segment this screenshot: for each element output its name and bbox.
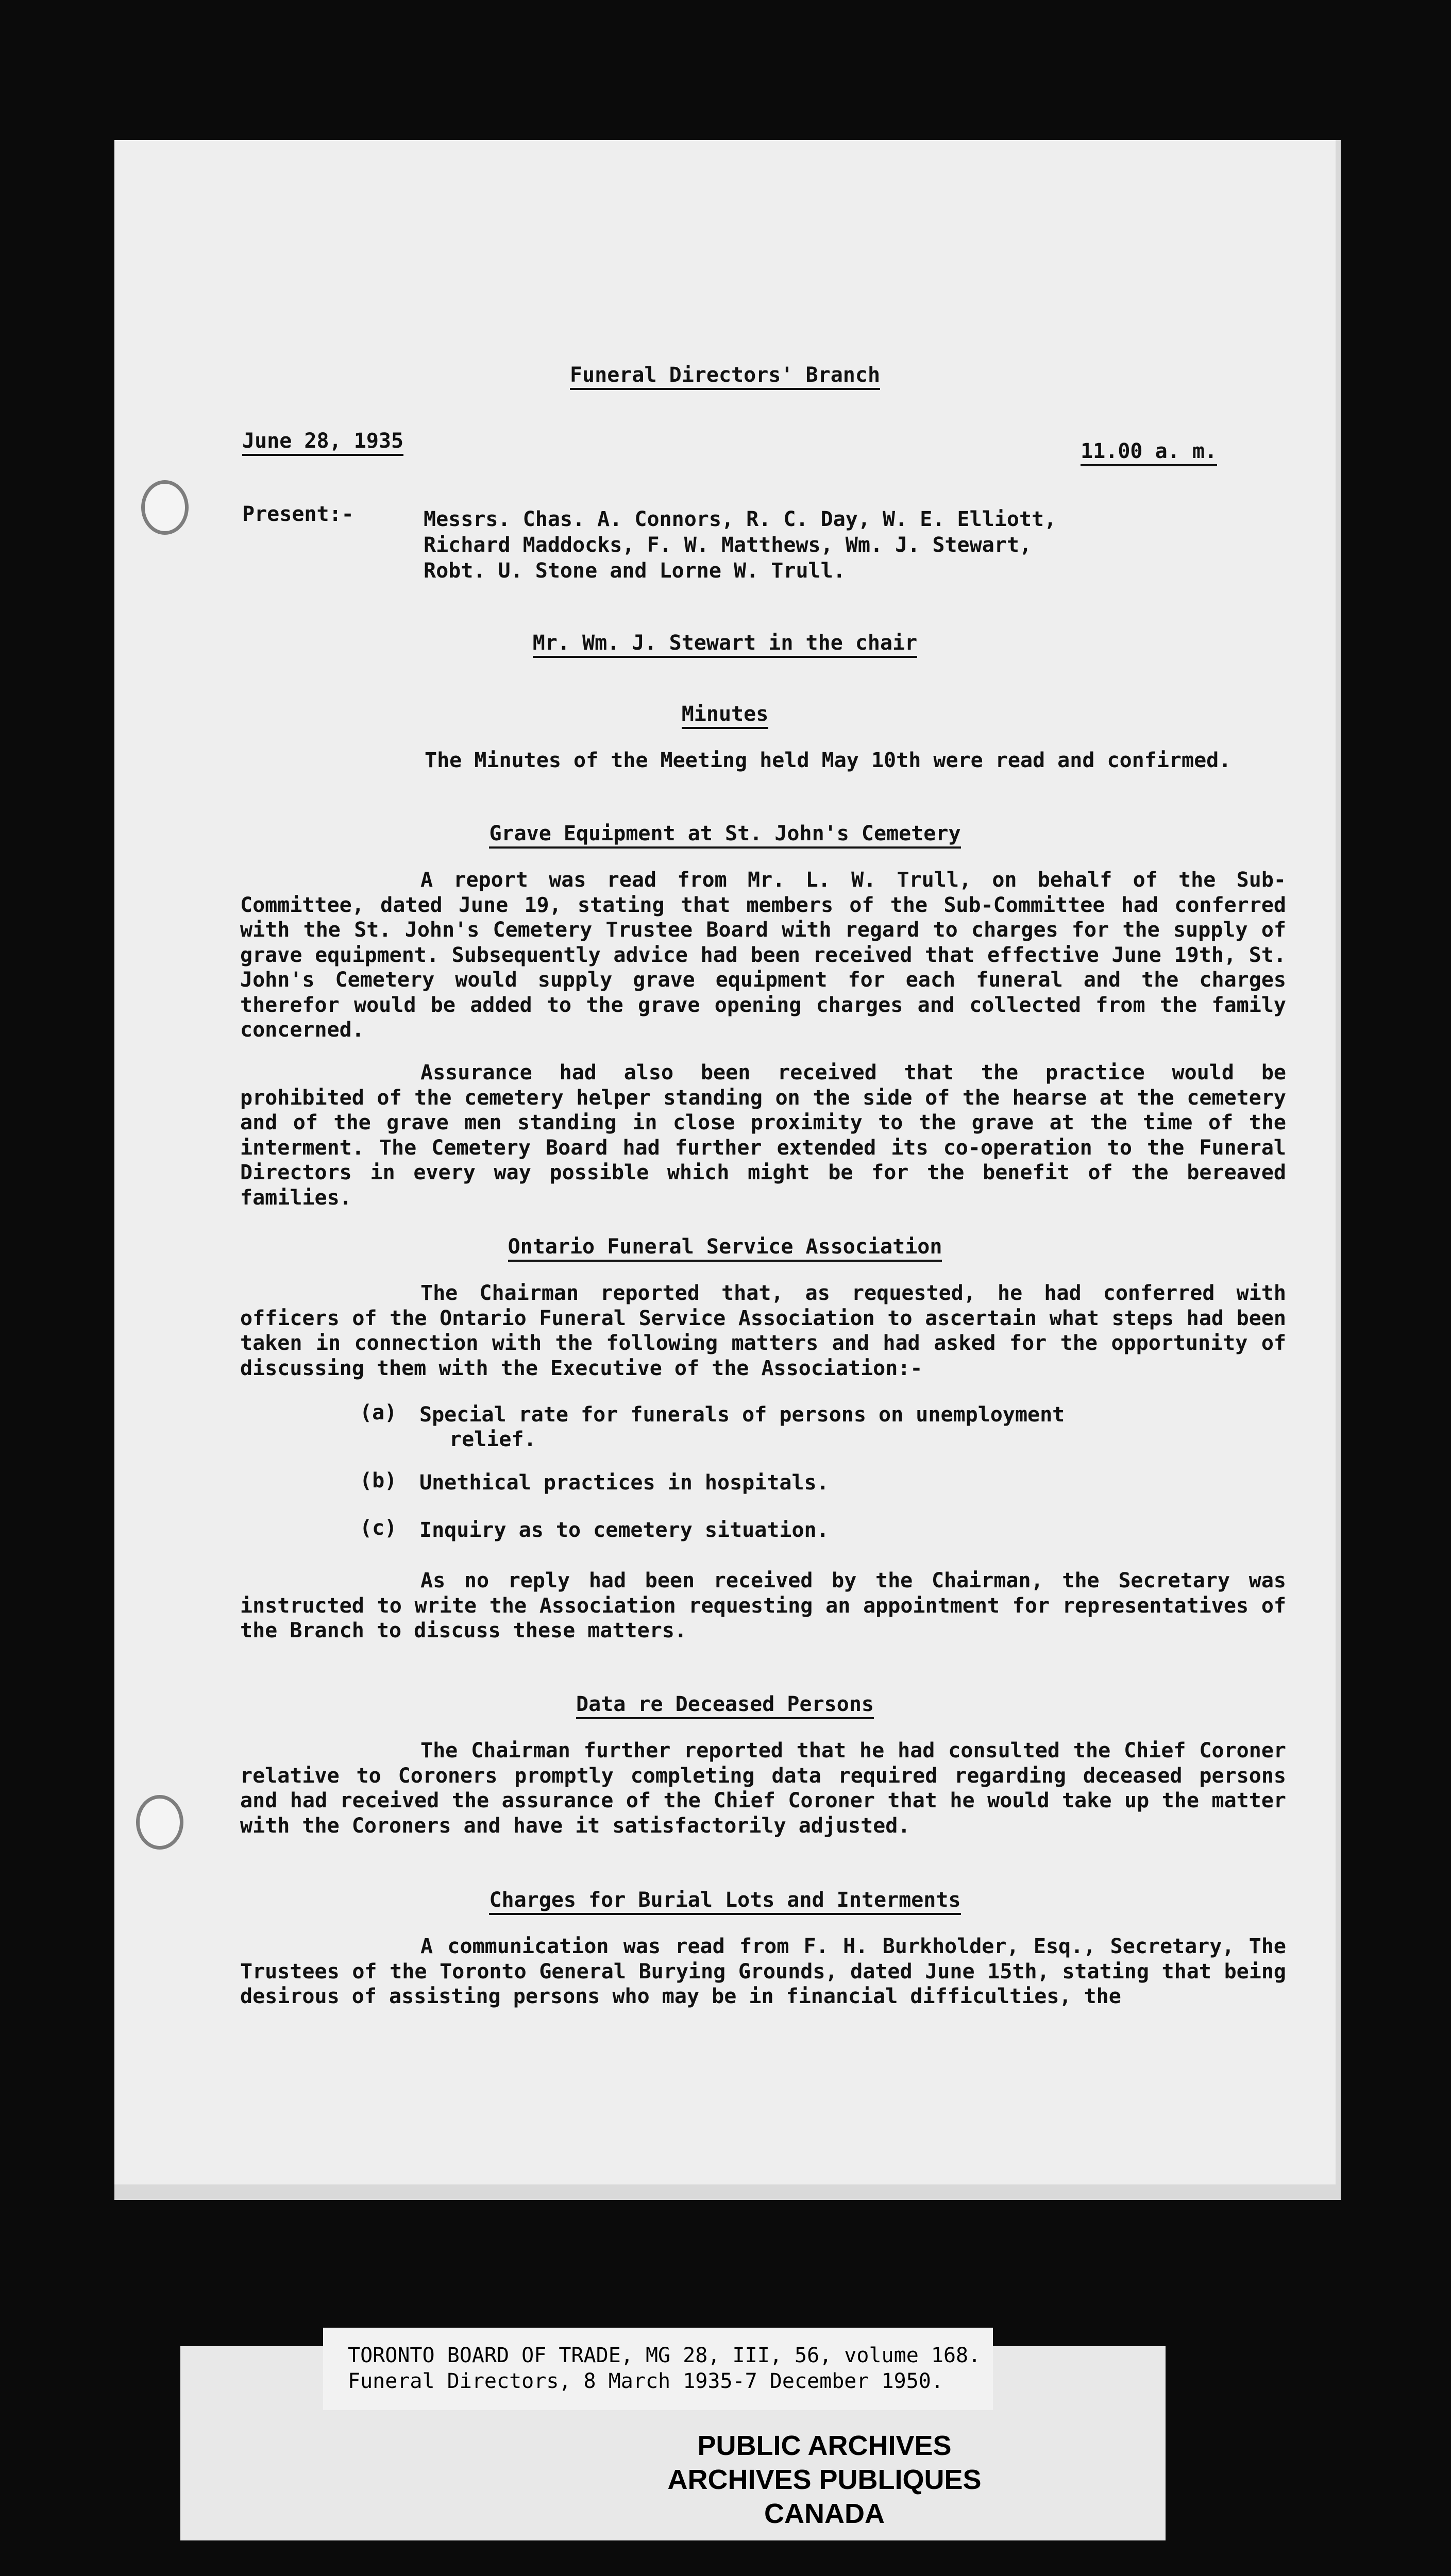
minutes-heading: Minutes [114, 702, 1336, 726]
deceased-heading: Data re Deceased Persons [114, 1692, 1336, 1717]
item-label-b: (b) [360, 1469, 397, 1493]
punch-hole-bottom [136, 1795, 183, 1850]
stamp-line-2: ARCHIVES PUBLIQUES [667, 2464, 982, 2495]
archives-stamp [469, 2429, 1180, 2537]
item-text-a: Special rate for funerals of persons on unemployment [419, 1403, 1065, 1427]
item-text-a-cont: relief. [449, 1428, 536, 1451]
item-label-a: (a) [360, 1401, 397, 1425]
ontario-paragraph-1: The Chairman reported that, as requested, he had conferred with officers of the Ontario Funeral Service Association to ascertain what steps had been taken in connection with the following matters and had asked for the opportunity of discussing them with the Executive of the Association:- [240, 1281, 1286, 1380]
ontario-paragraph-2: As no reply had been received by the Chairman, the Secretary was instructed to write the Association requesting an appointment for representatives of the Branch to discuss these matters. [240, 1569, 1286, 1642]
grave-paragraph-1: A report was read from Mr. L. W. Trull, on behalf of the Sub-Committee, dated June 19, stating that members of the Sub-Committee had conferred with the St. John's Cemetery Trustee Board with regard to charges for the supply of grave equipment. Subsequently advice had been received that effective June 19th, St. John's Cemetery would supply grave equipment for each funeral and the charges therefor would be added to the grave opening charges and collected from the family concerned. [240, 868, 1286, 1042]
meeting-time: 11.00 a. m. [1081, 439, 1217, 464]
meeting-date: June 28, 1935 [242, 429, 403, 453]
document-title: Funeral Directors' Branch [114, 363, 1336, 387]
document-page [114, 140, 1336, 2184]
item-label-c: (c) [360, 1516, 397, 1540]
chair-heading: Mr. Wm. J. Stewart in the chair [114, 631, 1336, 655]
grave-heading: Grave Equipment at St. John's Cemetery [114, 821, 1336, 846]
deceased-paragraph: The Chairman further reported that he had consulted the Chief Coroner relative to Coroners promptly completing data required regarding deceased persons and had received the assurance of the Chief Coroner that he would take up the matter with the Coroners and have it satisfactorily adjusted. [240, 1739, 1286, 1838]
archive-reference-label [323, 2328, 993, 2410]
present-line-1: Messrs. Chas. A. Connors, R. C. Day, W. E. Elliott, [424, 507, 1057, 531]
item-text-b: Unethical practices in hospitals. [419, 1471, 829, 1495]
ontario-heading: Ontario Funeral Service Association [114, 1234, 1336, 1259]
present-line-3: Robt. U. Stone and Lorne W. Trull. [424, 559, 846, 583]
archive-label-line-1: TORONTO BOARD OF TRADE, MG 28, III, 56, volume 168. [348, 2344, 981, 2367]
grave-paragraph-2: Assurance had also been received that the practice would be prohibited of the cemetery helper standing on the side of the hearse at the cemetery and of the grave men standing in close proximity to the grave at the time of the interment. The Cemetery Board had further extended its co-operation to the Funeral Directors in every way possible which might be for the benefit of the bereaved families. [240, 1061, 1286, 1210]
charges-heading: Charges for Burial Lots and Interments [114, 1888, 1336, 1912]
charges-paragraph: A communication was read from F. H. Burkholder, Esq., Secretary, The Trustees of the Toronto General Burying Grounds, dated June 15th, stating that being desirous of assisting persons who may be in financial difficulties, the [240, 1935, 1286, 2008]
stamp-line-1: PUBLIC ARCHIVES [697, 2430, 952, 2461]
punch-hole-top [141, 480, 189, 535]
minutes-text: The Minutes of the Meeting held May 10th were read and confirmed. [425, 749, 1231, 772]
archive-label-line-2: Funeral Directors, 8 March 1935-7 December 1950. [348, 2369, 943, 2393]
stamp-line-3: CANADA [764, 2498, 885, 2529]
present-label: Present:- [242, 502, 354, 526]
item-text-c: Inquiry as to cemetery situation. [419, 1518, 829, 1542]
present-line-2: Richard Maddocks, F. W. Matthews, Wm. J. Stewart, [424, 533, 1032, 557]
